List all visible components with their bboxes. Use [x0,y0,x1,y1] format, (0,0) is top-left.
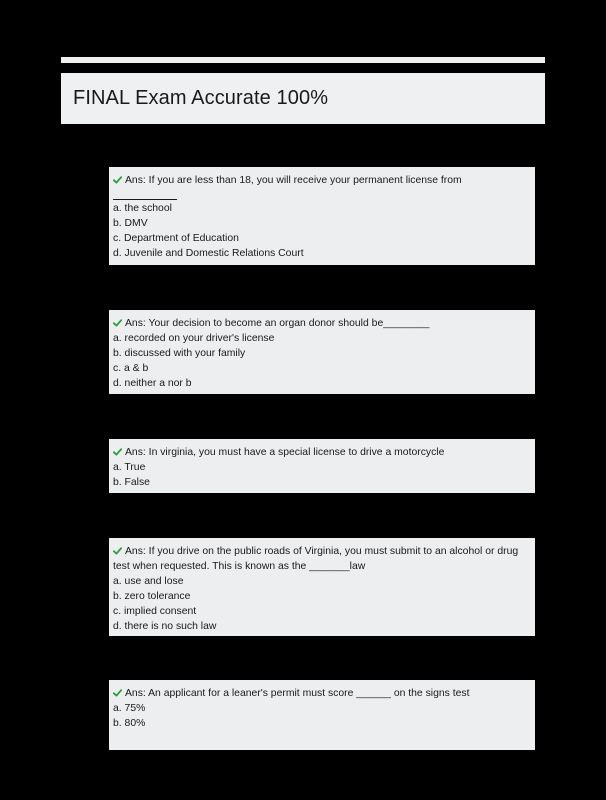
title-banner [61,73,545,124]
answer-option: c. a & b [113,363,149,374]
question-card-5 [109,680,535,750]
question-prompt: Ans: An applicant for a leaner's permit must score ______ on the signs test [113,686,532,701]
check-icon [113,319,122,327]
question-card-4 [109,538,535,636]
answer-option: c. Department of Education [113,233,239,244]
answer-option: b. DMV [113,218,148,229]
title-top-rule [61,57,545,63]
answer-option: d. Juvenile and Domestic Relations Court [113,248,304,259]
answer-option: d. neither a nor b [113,378,192,389]
answer-option: a. 75% [113,703,146,714]
answer-option: b. zero tolerance [113,591,191,602]
answer-option: a. True [113,462,146,473]
question-card-1 [109,167,535,265]
check-icon [113,547,122,555]
answer-option: a. recorded on your driver's license [113,333,275,344]
question-card-2 [109,310,535,394]
check-icon [113,176,122,184]
answer-option: b. False [113,477,150,488]
question-prompt: Ans: In virginia, you must have a special license to drive a motorcycle [113,445,532,460]
answer-option: b. 80% [113,718,146,729]
question-card-3 [109,439,535,493]
answer-option: d. there is no such law [113,621,217,632]
page-title: FINAL Exam Accurate 100% [73,87,329,109]
question-prompt: Ans: If you are less than 18, you will receive your permanent license from [113,173,532,188]
check-icon [113,689,122,697]
answer-option: a. the school [113,203,172,214]
answer-option: b. discussed with your family [113,348,246,359]
check-icon [113,448,122,456]
answer-option: a. use and lose [113,576,184,587]
answer-option: c. implied consent [113,606,197,617]
question-prompt: Ans: If you drive on the public roads of Virginia, you must submit to an alcohol or drug test when requested. This is known as the _______law [113,546,519,572]
question-prompt: Ans: Your decision to become an organ donor should be________ [113,316,532,331]
